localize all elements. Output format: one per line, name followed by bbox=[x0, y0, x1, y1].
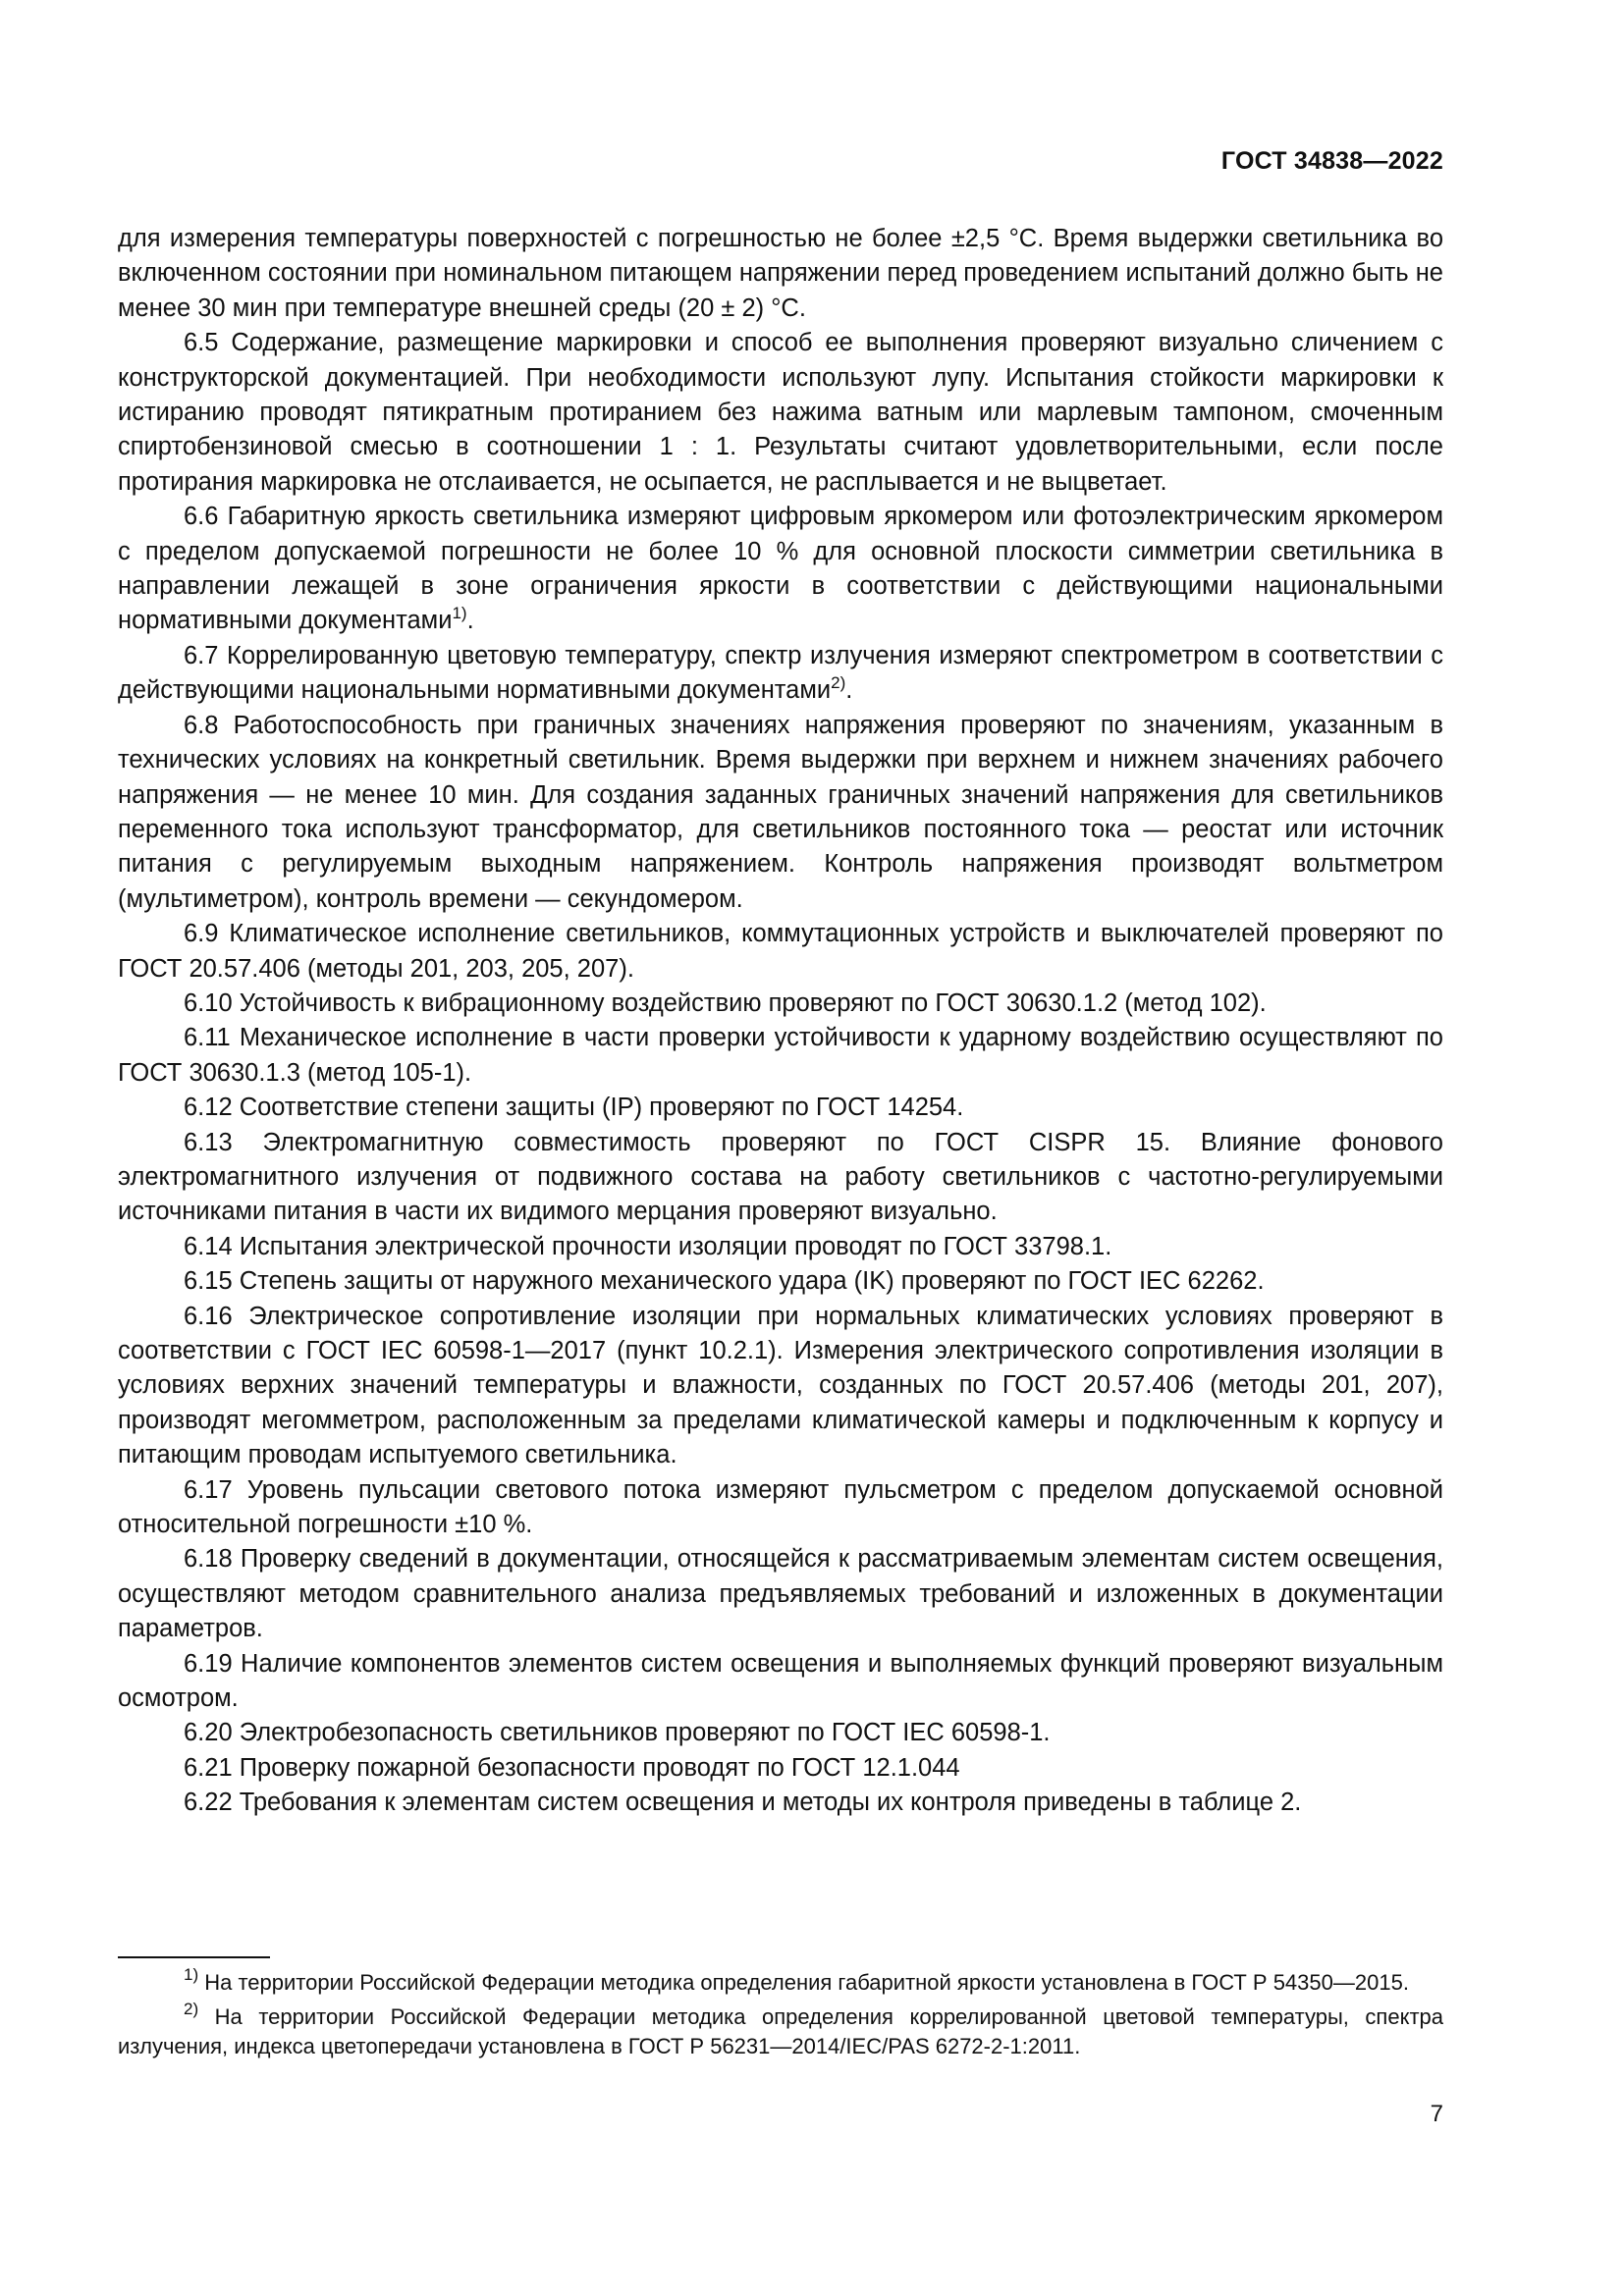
footnote-ref-2[interactable]: 2) bbox=[831, 673, 846, 693]
paragraph-6-7: 6.7 Коррелированную цветовую температуру, спектр излучения измеряют спектрометром в соответствии с действующими национальными нормативными документами$^{2)}$. bbox=[118, 641, 1443, 705]
document-body bbox=[118, 222, 1443, 1821]
paragraph-6-15: 6.15 Степень защиты от наружного механического удара (IK) проверяют по ГОСТ IEC 62262. bbox=[184, 1267, 1265, 1296]
paragraph-6-19: 6.19 Наличие компонентов элементов систем освещения и выполняемых функций проверяют визуальным осмотром. bbox=[118, 1649, 1443, 1713]
paragraph-6-14: 6.14 Испытания электрической прочности изоляции проводят по ГОСТ 33798.1. bbox=[184, 1232, 1112, 1260]
paragraph-6-13: 6.13 Электромагнитную совместимость проверяют по ГОСТ CISPR 15. Влияние фонового электромагнитного излучения от подвижного состава на работу светильников с частотно-регулируемыми источниками питания в части их видимого мерцания проверяют визуально. bbox=[118, 1128, 1443, 1226]
paragraph-6-17: 6.17 Уровень пульсации светового потока измеряют пульсметром с пределом допускаемой основной относительной погрешности ±10 %. bbox=[118, 1475, 1443, 1539]
paragraph-6-22: 6.22 Требования к элементам систем освещения и методы их контроля приведены в таблице 2. bbox=[184, 1789, 1302, 1817]
page-number: 7 bbox=[1430, 2101, 1443, 2127]
footnote-mark-2: 2) bbox=[184, 2000, 199, 2018]
paragraph-6-9: 6.9 Климатическое исполнение светильников, коммутационных устройств и выключателей проверяют по ГОСТ 20.57.406 (методы 201, 203, 205, 207). bbox=[118, 920, 1443, 983]
paragraph-6-21: 6.21 Проверку пожарной безопасности проводят по ГОСТ 12.1.044 bbox=[184, 1753, 960, 1782]
paragraph-6-5: 6.5 Содержание, размещение маркировки и способ ее выполнения проверяют визуально сличением с конструкторской документацией. При необходимости используют лупу. Испытания стойкости маркировки к истиранию проводят пятикратным протиранием без нажима ватным или марлевым тампоном, смоченным спиртобензиновой смесью в соотношении 1 : 1. Результаты считают удовлетворительными, если после протирания маркировка не отслаивается, не осыпается, не расплывается и не выцветает. bbox=[118, 329, 1443, 496]
paragraph-continuation: для измерения температуры поверхностей с погрешностью не более ±2,5 °С. Время выдержки светильника во включенном состоянии при номинальном питающем напряжении перед проведением испытаний должно быть не менее 30 мин при температуре внешней среды (20 ± 2) °С. bbox=[118, 225, 1443, 322]
footnote-2: $^{2)}$ На территории Российской Федерации методика определения коррелированной цветовой температуры, спектра излучения, индекса цветопередачи установлена в ГОСТ Р 56231—2014/IEC/PAS 6272-2-1:2011. bbox=[118, 2000, 1443, 2058]
footnote-1: $^{1)}$ На территории Российской Федерации методика определения габаритной яркости установлена в ГОСТ Р 54350—2015. bbox=[184, 1965, 1409, 1995]
paragraph-6-11: 6.11 Механическое исполнение в части проверки устойчивости к ударному воздействию осуществляют по ГОСТ 30630.1.3 (метод 105-1). bbox=[118, 1024, 1443, 1087]
paragraph-6-12: 6.12 Соответствие степени защиты (IP) проверяют по ГОСТ 14254. bbox=[184, 1094, 964, 1122]
paragraph-6-18: 6.18 Проверку сведений в документации, относящейся к рассматриваемым элементам систем освещения, осуществляют методом сравнительного анализа предъявляемых требований и изложенных в документации параметров. bbox=[118, 1545, 1443, 1643]
paragraph-6-16: 6.16 Электрическое сопротивление изоляции при нормальных климатических условиях проверяют в соответствии с ГОСТ IEC 60598-1—2017 (пункт 10.2.1). Измерения электрического сопротивления изоляции в условиях верхних значений температуры и влажности, созданных по ГОСТ 20.57.406 (методы 201, 207), производят мегомметром, расположенным за пределами климатической камеры и подключенным к корпусу и питающим проводам испытуемого светильника. bbox=[118, 1302, 1443, 1469]
footnotes bbox=[118, 1965, 1443, 2066]
paragraph-6-20: 6.20 Электробезопасность светильников проверяют по ГОСТ IEC 60598-1. bbox=[184, 1719, 1051, 1747]
footnote-ref-1[interactable]: 1) bbox=[452, 604, 467, 623]
footnote-mark-1: 1) bbox=[184, 1965, 199, 1984]
footnote-separator bbox=[118, 1956, 270, 1958]
paragraph-6-6: 6.6 Габаритную яркость светильника измеряют цифровым яркомером или фотоэлектрическим яркомером с пределом допускаемой погрешности не более 10 % для основной плоскости симметрии светильника в направлении лежащей в зоне ограничения яркости в соответствии с действующими национальными нормативными документами$^{1)}$. bbox=[118, 503, 1443, 635]
document-code-header: ГОСТ 34838—2022 bbox=[1220, 147, 1443, 175]
paragraph-6-8: 6.8 Работоспособность при граничных значениях напряжения проверяют по значениям, указанным в технических условиях на конкретный светильник. Время выдержки при верхнем и нижнем значениях рабочего напряжения — не менее 10 мин. Для создания заданных граничных значений напряжения для светильников переменного тока используют трансформатор, для светильников постоянного тока — реостат или источник питания с регулируемым выходным напряжением. Контроль напряжения производят вольтметром (мультиметром), контроль времени — секундомером. bbox=[118, 711, 1443, 913]
paragraph-6-10: 6.10 Устойчивость к вибрационному воздействию проверяют по ГОСТ 30630.1.2 (метод 102). bbox=[184, 988, 1267, 1017]
